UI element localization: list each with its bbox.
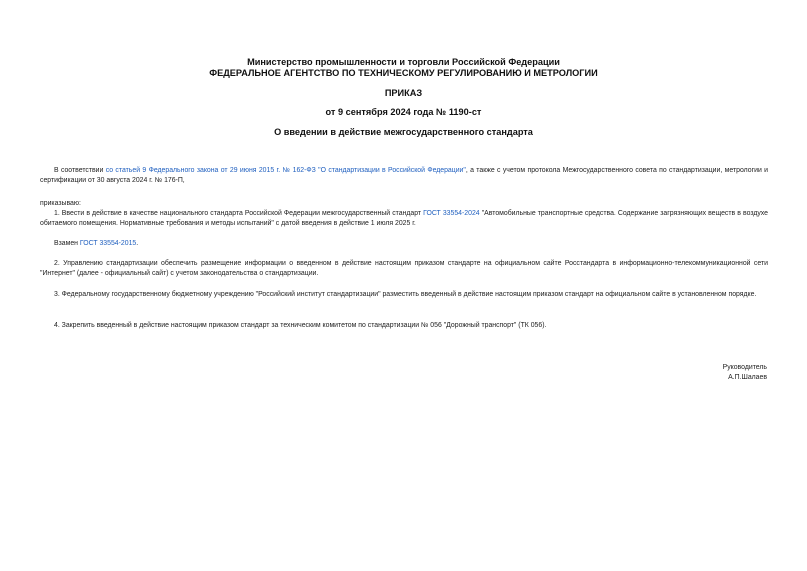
- agency-name: ФЕДЕРАЛЬНОЕ АГЕНТСТВО ПО ТЕХНИЧЕСКОМУ РЕГУЛИРОВАНИЮ И МЕТРОЛОГИИ: [209, 68, 598, 78]
- replaced-text-before: Взамен: [54, 240, 80, 247]
- item-3-paragraph: 3. Федеральному государственному бюджетному учреждению "Российский институт стандартизации" разместить введенный в действие настоящим приказом стандарт на официальном сайте в установленном порядке.: [54, 291, 757, 298]
- federal-law-link[interactable]: со статьей 9 Федерального закона от 29 июня 2015 г. № 162-ФЗ "О стандартизации в Российской Федерации": [105, 167, 466, 174]
- replaced-paragraph: [40, 239, 768, 249]
- order-title: ПРИКАЗ: [384, 88, 423, 98]
- order-subject: О введении в действие межгосударственного стандарта: [274, 127, 533, 137]
- ministry-name: Министерство промышленности и торговли Российской Федерации: [247, 57, 560, 67]
- item-1-paragraph: [40, 209, 768, 229]
- item-1-text-before: 1. Ввести в действие в качестве национального стандарта Российской Федерации межгосударственный стандарт: [54, 210, 424, 217]
- order-word: приказываю:: [40, 200, 81, 207]
- signature-role: Руководитель: [722, 364, 767, 371]
- order-date: от 9 сентября 2024 года № 1190-ст: [325, 107, 482, 117]
- item-4-paragraph: 4. Закрепить введенный в действие настоящим приказом стандарт за техническим комитетом по стандартизации № 056 "Дорожный транспорт" (ТК 056).: [54, 322, 547, 329]
- replaced-text-after: .: [136, 240, 139, 247]
- intro-text-before: В соответствии: [54, 167, 106, 174]
- gost-2015-link[interactable]: ГОСТ 33554-2015: [79, 240, 137, 247]
- intro-text-after: , а также с учетом протокола Межгосударственного совета по стандартизации, метрологии и сертификации от 30 августа 2024 г. № 176-П,: [40, 167, 768, 184]
- intro-paragraph: [40, 166, 768, 186]
- item-1-text-after: "Автомобильные транспортные средства. Содержание загрязняющих веществ в воздухе обитаемого помещения. Нормативные требования и методы испытаний" с датой введения в действие 1 июля 2025 г.: [40, 210, 768, 227]
- gost-2024-link[interactable]: ГОСТ 33554-2024: [423, 210, 480, 217]
- signature-name: А.П.Шалаев: [728, 374, 767, 381]
- item-2-paragraph: 2. Управлению стандартизации обеспечить размещение информации о введенном в действие настоящим приказом стандарте на официальном сайте Росстандарта в информационно-телекоммуникационной сети "Интернет" (далее - официальный сайт) с учетом законодательства о стандартизации.: [40, 260, 768, 277]
